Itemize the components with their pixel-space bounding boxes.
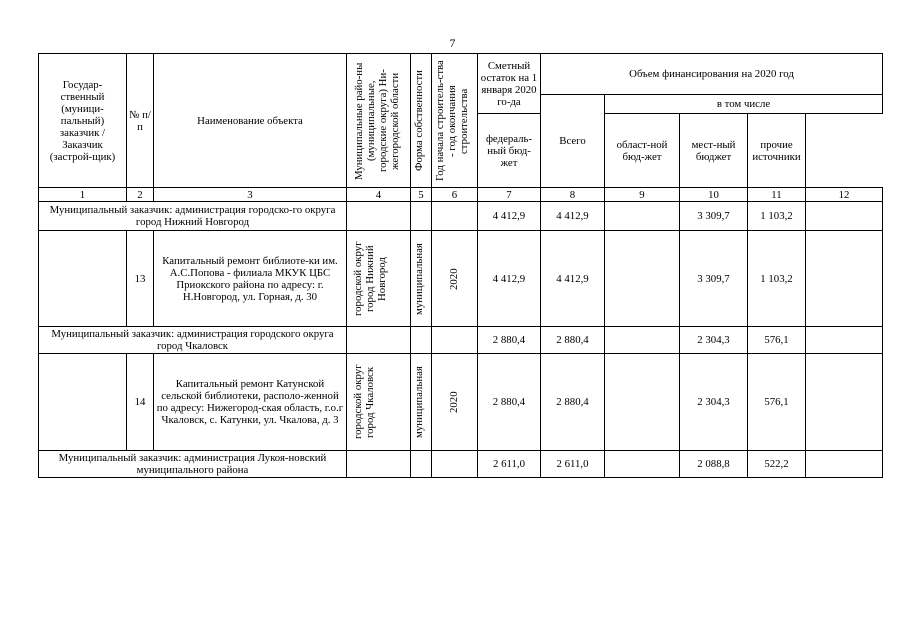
- group-other: [806, 327, 883, 354]
- header-local: мест-ный бюджет: [680, 114, 748, 188]
- header-total: Всего: [541, 95, 605, 188]
- object-num: 13: [127, 231, 154, 327]
- group-label: Муниципальный заказчик: администрация Лукоя-новский муниципального района: [39, 451, 347, 478]
- object-row: [39, 231, 883, 327]
- group-local: 1 103,2: [748, 202, 806, 231]
- group-total: 4 412,9: [541, 202, 605, 231]
- object-district-text: городской округ город Чкаловск: [351, 364, 376, 440]
- column-index-row: [39, 188, 883, 202]
- group-local: 576,1: [748, 327, 806, 354]
- object-name: Капитальный ремонт библиоте-ки им. А.С.Попова - филиала МКУК ЦБС Приокского района по адресу: г. Н.Новгород, ул. Горная, д. 30: [154, 231, 347, 327]
- empty-cell: [347, 202, 411, 231]
- empty-cell: [39, 231, 127, 327]
- column-index: 12: [806, 188, 883, 202]
- page-number: 7: [449, 38, 456, 50]
- header-estimate: Сметный остаток на 1 января 2020 го-да: [478, 54, 541, 114]
- group-regional: 3 309,7: [680, 202, 748, 231]
- object-regional: 3 309,7: [680, 231, 748, 327]
- header-including: в том числе: [605, 95, 883, 114]
- header-district-text: Муниципальные райо-ны (муниципальные, городские округа) Ни-жегородской области: [352, 61, 401, 180]
- column-index: 7: [478, 188, 541, 202]
- group-row: [39, 451, 883, 478]
- empty-cell: [411, 327, 432, 354]
- object-ownership: [411, 231, 432, 327]
- group-label: Муниципальный заказчик: администрация городско-го округа город Нижний Новгород: [39, 202, 347, 231]
- empty-cell: [39, 354, 127, 451]
- object-district: [347, 354, 411, 451]
- group-other: [806, 202, 883, 231]
- header-other: прочие источники: [748, 114, 806, 188]
- object-ownership-text: муниципальная: [413, 242, 425, 315]
- object-district-text: городской округ город Нижний Новгород: [351, 241, 388, 316]
- object-regional: 2 304,3: [680, 354, 748, 451]
- column-index: 10: [680, 188, 748, 202]
- object-local: 576,1: [748, 354, 806, 451]
- object-federal: [605, 354, 680, 451]
- financing-table: [38, 53, 883, 478]
- column-index: 4: [347, 188, 411, 202]
- header-district: [347, 54, 411, 188]
- group-total: 2 611,0: [541, 451, 605, 478]
- column-index: 8: [541, 188, 605, 202]
- column-index: 9: [605, 188, 680, 202]
- group-estimate: 4 412,9: [478, 202, 541, 231]
- group-federal: [605, 202, 680, 231]
- empty-cell: [432, 327, 478, 354]
- column-index: 6: [432, 188, 478, 202]
- group-regional: 2 088,8: [680, 451, 748, 478]
- object-other: [806, 231, 883, 327]
- header-num: № п/п: [127, 54, 154, 188]
- header-customer: Государ-ственный (муници-пальный) заказчик / Заказчик (застрой-щик): [39, 54, 127, 188]
- header-years-text: Год начала строитель-ства - год окончания строительства: [434, 60, 470, 181]
- group-row: [39, 327, 883, 354]
- object-total: 2 880,4: [541, 354, 605, 451]
- empty-cell: [411, 202, 432, 231]
- header-ownership: [411, 54, 432, 188]
- group-federal: [605, 451, 680, 478]
- object-local: 1 103,2: [748, 231, 806, 327]
- object-ownership-text: муниципальная: [413, 366, 425, 438]
- column-index: 5: [411, 188, 432, 202]
- object-name: Капитальный ремонт Катунской сельской библиотеки, располо-женной по адресу: Нижегород-ская область, г.о.г Чкаловск, с. Катунки, ул. Чкалова, д. 3: [154, 354, 347, 451]
- object-other: [806, 354, 883, 451]
- empty-cell: [347, 451, 411, 478]
- header-years: [432, 54, 478, 188]
- group-label: Муниципальный заказчик: администрация городского округа город Чкаловск: [39, 327, 347, 354]
- header-federal: федераль-ный бюд-жет: [478, 114, 541, 188]
- group-local: 522,2: [748, 451, 806, 478]
- group-estimate: 2 611,0: [478, 451, 541, 478]
- object-estimate: 2 880,4: [478, 354, 541, 451]
- header-row: [39, 54, 883, 95]
- column-index: 3: [154, 188, 347, 202]
- object-year-text: 2020: [447, 267, 460, 290]
- empty-cell: [432, 202, 478, 231]
- object-district: [347, 231, 411, 327]
- empty-cell: [432, 451, 478, 478]
- group-federal: [605, 327, 680, 354]
- object-federal: [605, 231, 680, 327]
- group-total: 2 880,4: [541, 327, 605, 354]
- object-year: [432, 354, 478, 451]
- object-year-text: 2020: [447, 391, 460, 413]
- object-estimate: 4 412,9: [478, 231, 541, 327]
- object-ownership: [411, 354, 432, 451]
- object-year: [432, 231, 478, 327]
- header-object-name: Наименование объекта: [154, 54, 347, 188]
- object-row: [39, 354, 883, 451]
- header-financing: Объем финансирования на 2020 год: [541, 54, 883, 95]
- header-regional: област-ной бюд-жет: [605, 114, 680, 188]
- column-index: 2: [127, 188, 154, 202]
- group-other: [806, 451, 883, 478]
- empty-cell: [347, 327, 411, 354]
- group-estimate: 2 880,4: [478, 327, 541, 354]
- object-num: 14: [127, 354, 154, 451]
- group-row: [39, 202, 883, 231]
- column-index: 11: [748, 188, 806, 202]
- header-ownership-text: Форма собственности: [413, 70, 425, 171]
- object-total: 4 412,9: [541, 231, 605, 327]
- empty-cell: [411, 451, 432, 478]
- group-regional: 2 304,3: [680, 327, 748, 354]
- column-index: 1: [39, 188, 127, 202]
